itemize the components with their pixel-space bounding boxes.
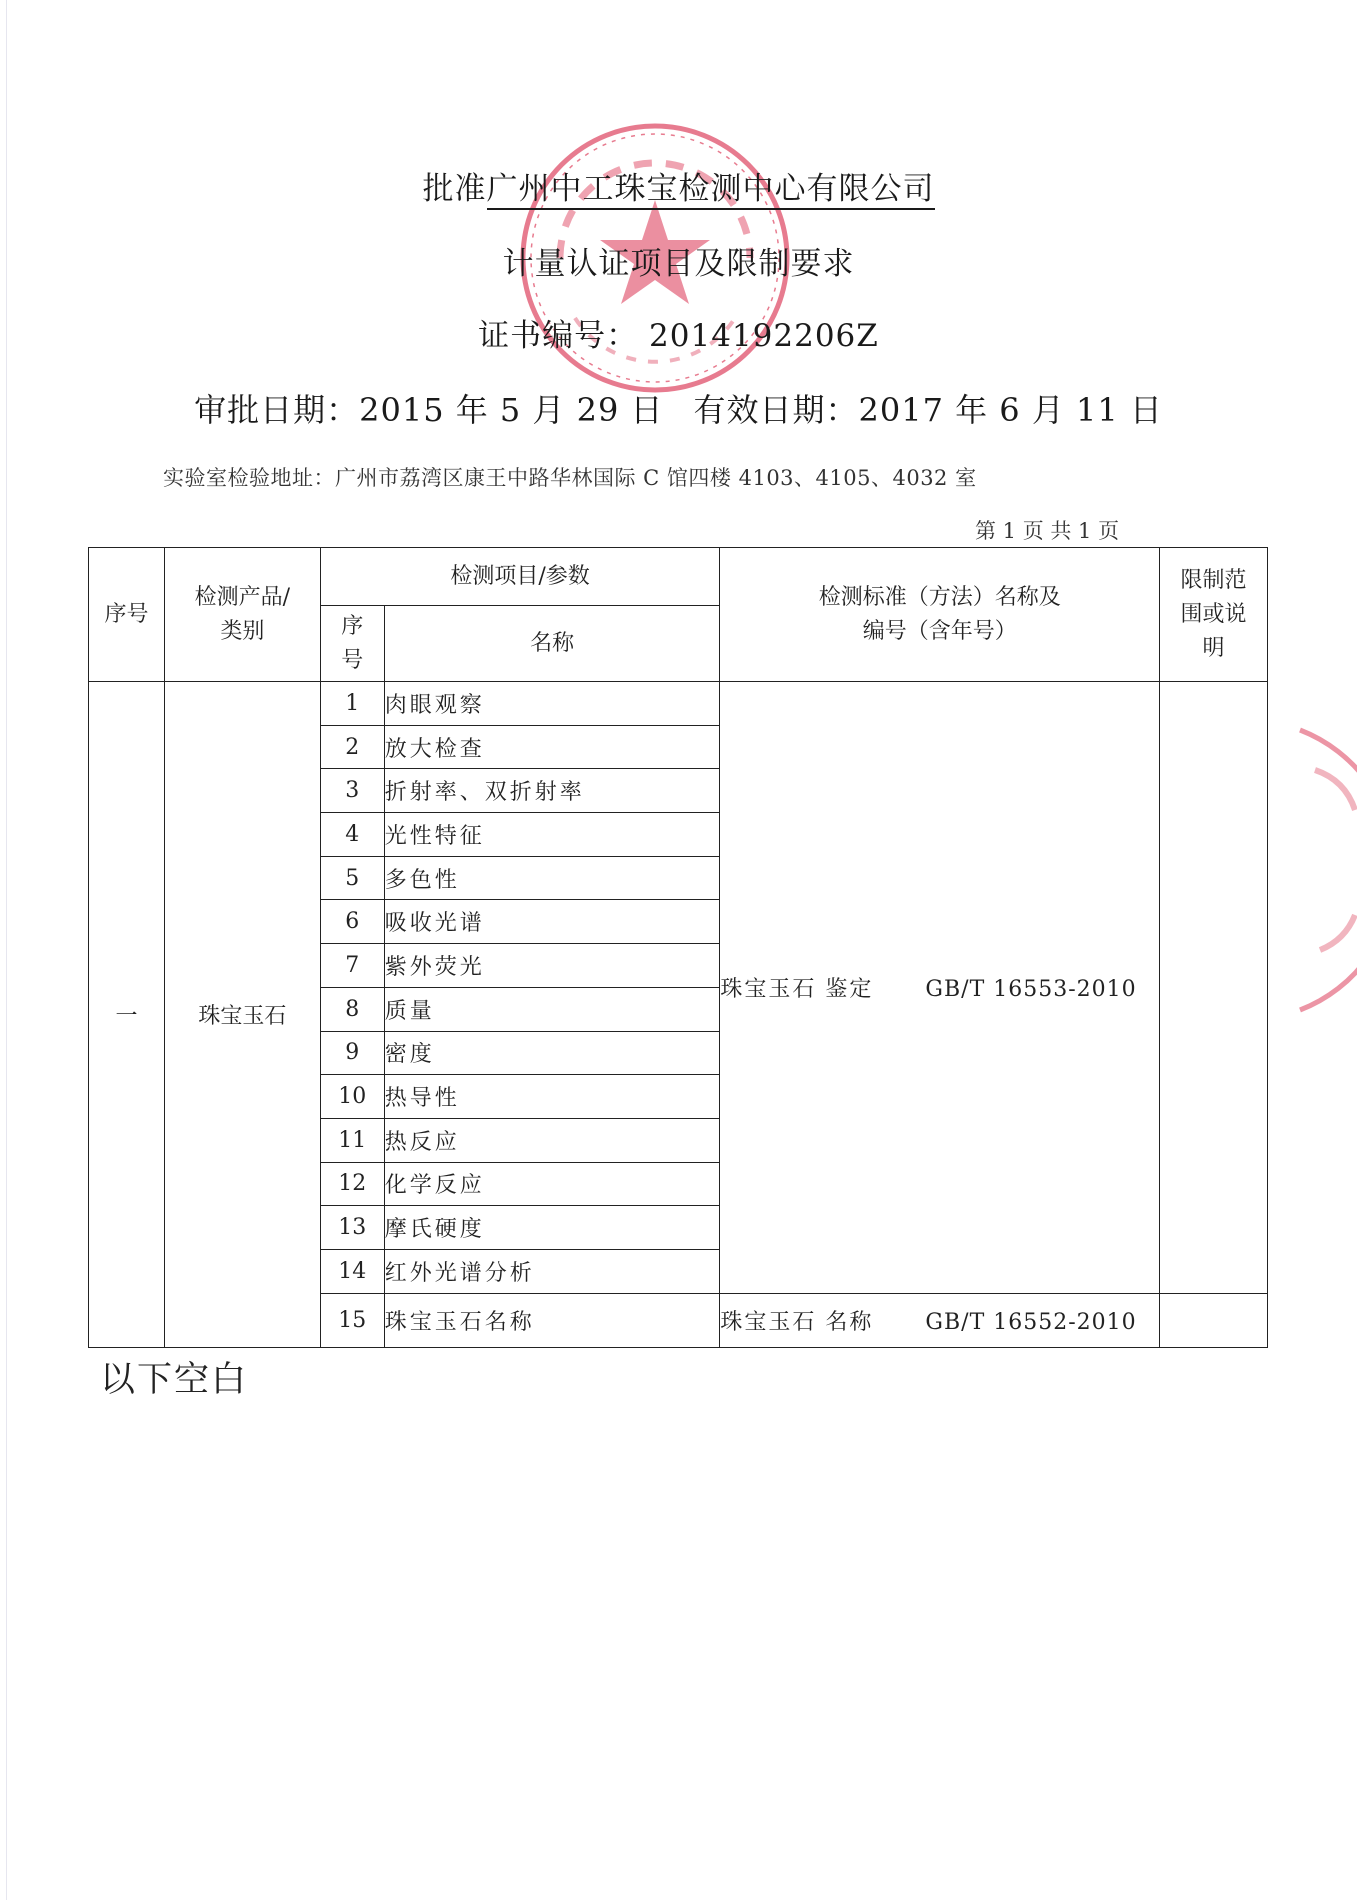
item-no: 7 [320,944,384,988]
item-no: 10 [320,1075,384,1119]
item-no: 2 [320,725,384,769]
item-name: 珠宝玉石名称 [384,1293,720,1347]
header-seq: 序号 [89,548,165,682]
header-product: 检测产品/ 类别 [164,548,320,682]
company-name: 广州中工珠宝检测中心有限公司 [487,171,935,210]
item-name: 热反应 [384,1118,720,1162]
header-limit: 限制范 围或说 明 [1160,548,1268,682]
standard-name: 珠宝玉石 鉴定 [720,976,874,1002]
item-name: 化学反应 [384,1162,720,1206]
item-name: 折射率、双折射率 [384,769,720,813]
certification-table [88,547,1268,1348]
item-no: 8 [320,987,384,1031]
item-no: 5 [320,856,384,900]
item-no: 1 [320,682,384,726]
approval-label: 审批日期： [194,391,360,429]
standard-name: 珠宝玉石 名称 [720,1309,874,1335]
item-no: 15 [320,1293,384,1347]
item-no: 6 [320,900,384,944]
item-name: 光性特征 [384,813,720,857]
item-name: 肉眼观察 [384,682,720,726]
header-standard: 检测标准（方法）名称及 编号（含年号） [720,548,1160,682]
standard-code: GB/T 16552-2010 [925,1309,1137,1335]
group-product: 珠宝玉石 [164,682,320,1348]
item-name: 紫外荧光 [384,944,720,988]
item-name: 摩氏硬度 [384,1206,720,1250]
title-prefix: 批准 [422,171,487,207]
item-no: 11 [320,1118,384,1162]
item-no: 9 [320,1031,384,1075]
limit-cell [1160,1293,1268,1347]
header-items-group: 检测项目/参数 [320,548,720,606]
item-name: 热导性 [384,1075,720,1119]
item-no: 14 [320,1249,384,1293]
lab-address: 实验室检验地址：广州市荔湾区康王中路华林国际 C 馆四楼 4103、4105、4032 室 [163,466,977,490]
item-name: 质量 [384,987,720,1031]
item-name: 吸收光谱 [384,900,720,944]
table-row [89,682,1268,726]
item-no: 3 [320,769,384,813]
standard-cell [720,682,1160,1294]
group-seq: 一 [89,682,165,1348]
item-name: 多色性 [384,856,720,900]
table-header-row [89,548,1268,606]
header-item-name: 名称 [384,606,720,682]
scan-edge [6,0,7,1900]
item-no: 4 [320,813,384,857]
cert-label: 证书编号： [478,318,639,354]
title-line [0,163,1357,208]
page-number: 第 1 页 共 1 页 [975,519,1120,543]
cert-number: 2014192206Z [649,318,879,354]
item-name: 红外光谱分析 [384,1249,720,1293]
date-line [0,385,1357,431]
standard-cell [720,1293,1160,1347]
item-no: 12 [320,1162,384,1206]
item-name: 密度 [384,1031,720,1075]
partial-seal [1290,710,1357,1030]
document-subtitle: 计量认证项目及限制要求 [502,246,855,282]
valid-label: 有效日期： [693,391,859,429]
approval-date: 2015 年 5 月 29 日 [359,391,664,429]
standard-code: GB/T 16553-2010 [925,976,1137,1002]
header-item-no: 序 号 [320,606,384,682]
blank-below-note: 以下空白 [100,1360,249,1400]
item-no: 13 [320,1206,384,1250]
certificate-number-line [0,310,1357,355]
item-name: 放大检查 [384,725,720,769]
valid-date: 2017 年 6 月 11 日 [858,391,1163,429]
limit-cell [1160,682,1268,1294]
